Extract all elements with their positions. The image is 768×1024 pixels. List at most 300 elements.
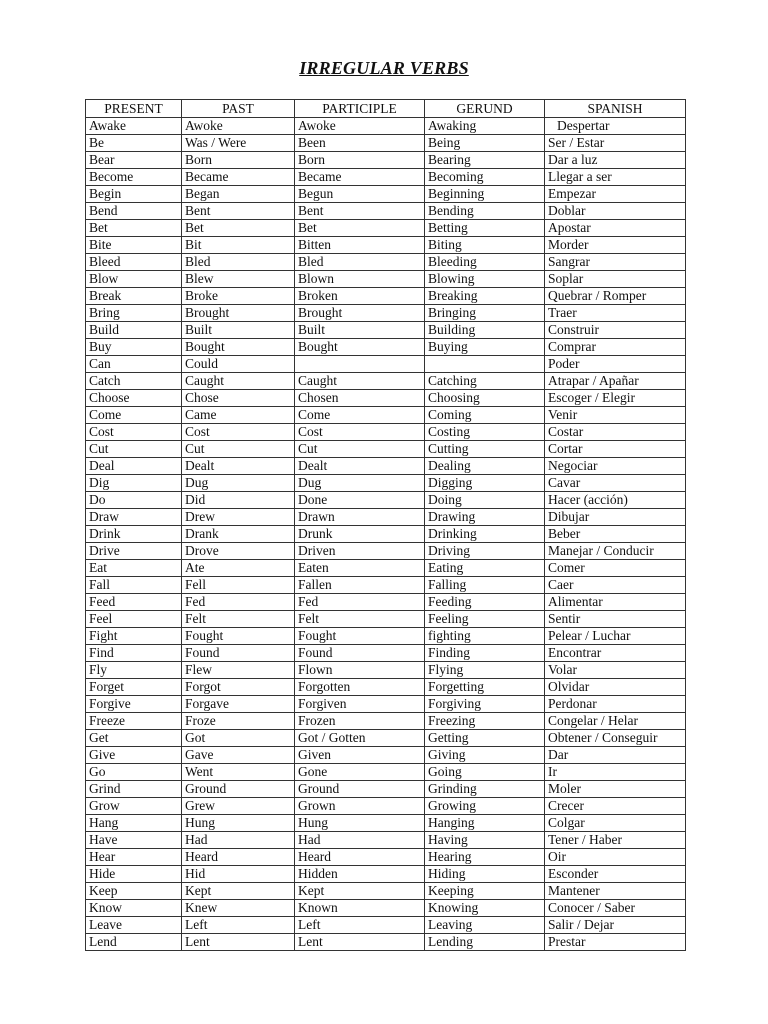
page-title: IRREGULAR VERBS: [299, 58, 469, 78]
table-body: [86, 118, 686, 951]
spanish-cell: Poder: [545, 356, 686, 373]
spanish-cell: Prestar: [545, 934, 686, 951]
header-participle: PARTICIPLE: [295, 100, 425, 118]
spanish-cell: Escoger / Elegir: [545, 390, 686, 407]
past-cell: Got: [182, 730, 295, 747]
present-cell: Drink: [86, 526, 182, 543]
past-cell: Fed: [182, 594, 295, 611]
participle-cell: Hung: [295, 815, 425, 832]
table-row: [86, 203, 686, 220]
past-cell: Cost: [182, 424, 295, 441]
table-row: [86, 271, 686, 288]
participle-cell: Fallen: [295, 577, 425, 594]
participle-cell: Kept: [295, 883, 425, 900]
past-cell: Lent: [182, 934, 295, 951]
present-cell: Draw: [86, 509, 182, 526]
participle-cell: Begun: [295, 186, 425, 203]
gerund-cell: fighting: [425, 628, 545, 645]
past-cell: Brought: [182, 305, 295, 322]
gerund-cell: Bending: [425, 203, 545, 220]
present-cell: Lend: [86, 934, 182, 951]
spanish-cell: Conocer / Saber: [545, 900, 686, 917]
gerund-cell: Blowing: [425, 271, 545, 288]
spanish-cell: Soplar: [545, 271, 686, 288]
participle-cell: Dug: [295, 475, 425, 492]
gerund-cell: Betting: [425, 220, 545, 237]
past-cell: Bet: [182, 220, 295, 237]
table-row: [86, 356, 686, 373]
gerund-cell: Becoming: [425, 169, 545, 186]
participle-cell: Caught: [295, 373, 425, 390]
gerund-cell: Feeling: [425, 611, 545, 628]
spanish-cell: Volar: [545, 662, 686, 679]
present-cell: Give: [86, 747, 182, 764]
gerund-cell: Being: [425, 135, 545, 152]
spanish-cell: Morder: [545, 237, 686, 254]
spanish-cell: Cavar: [545, 475, 686, 492]
gerund-cell: Feeding: [425, 594, 545, 611]
spanish-cell: Sangrar: [545, 254, 686, 271]
present-cell: Do: [86, 492, 182, 509]
participle-cell: Lent: [295, 934, 425, 951]
gerund-cell: Giving: [425, 747, 545, 764]
spanish-cell: Comer: [545, 560, 686, 577]
present-cell: Dig: [86, 475, 182, 492]
present-cell: Leave: [86, 917, 182, 934]
table-row: [86, 594, 686, 611]
past-cell: Born: [182, 152, 295, 169]
past-cell: Froze: [182, 713, 295, 730]
past-cell: Felt: [182, 611, 295, 628]
participle-cell: Became: [295, 169, 425, 186]
table-row: [86, 815, 686, 832]
gerund-cell: Growing: [425, 798, 545, 815]
present-cell: Choose: [86, 390, 182, 407]
spanish-cell: Venir: [545, 407, 686, 424]
past-cell: Built: [182, 322, 295, 339]
participle-cell: Eaten: [295, 560, 425, 577]
gerund-cell: Lending: [425, 934, 545, 951]
participle-cell: Drawn: [295, 509, 425, 526]
table-row: [86, 118, 686, 135]
table-row: [86, 424, 686, 441]
present-cell: Fight: [86, 628, 182, 645]
spanish-cell: Olvidar: [545, 679, 686, 696]
participle-cell: Given: [295, 747, 425, 764]
present-cell: Get: [86, 730, 182, 747]
header-gerund: GERUND: [425, 100, 545, 118]
table-row: [86, 628, 686, 645]
gerund-cell: Doing: [425, 492, 545, 509]
present-cell: Bet: [86, 220, 182, 237]
present-cell: Bleed: [86, 254, 182, 271]
past-cell: Knew: [182, 900, 295, 917]
participle-cell: Bled: [295, 254, 425, 271]
table-row: [86, 135, 686, 152]
gerund-cell: Having: [425, 832, 545, 849]
participle-cell: Chosen: [295, 390, 425, 407]
present-cell: Keep: [86, 883, 182, 900]
gerund-cell: Buying: [425, 339, 545, 356]
gerund-cell: Catching: [425, 373, 545, 390]
spanish-cell: Encontrar: [545, 645, 686, 662]
present-cell: Forget: [86, 679, 182, 696]
present-cell: Grow: [86, 798, 182, 815]
table-row: [86, 645, 686, 662]
spanish-cell: Beber: [545, 526, 686, 543]
table-row: [86, 407, 686, 424]
spanish-cell: Negociar: [545, 458, 686, 475]
gerund-cell: Knowing: [425, 900, 545, 917]
past-cell: Flew: [182, 662, 295, 679]
table-row: [86, 662, 686, 679]
participle-cell: Bet: [295, 220, 425, 237]
present-cell: Feel: [86, 611, 182, 628]
past-cell: Forgot: [182, 679, 295, 696]
present-cell: Be: [86, 135, 182, 152]
table-row: [86, 730, 686, 747]
participle-cell: Forgotten: [295, 679, 425, 696]
participle-cell: Fought: [295, 628, 425, 645]
present-cell: Can: [86, 356, 182, 373]
past-cell: Fell: [182, 577, 295, 594]
past-cell: Could: [182, 356, 295, 373]
past-cell: Forgave: [182, 696, 295, 713]
spanish-cell: Manejar / Conducir: [545, 543, 686, 560]
spanish-cell: Dibujar: [545, 509, 686, 526]
gerund-cell: Leaving: [425, 917, 545, 934]
past-cell: Blew: [182, 271, 295, 288]
present-cell: Feed: [86, 594, 182, 611]
past-cell: Found: [182, 645, 295, 662]
table-row: [86, 305, 686, 322]
table-row: [86, 373, 686, 390]
participle-cell: Grown: [295, 798, 425, 815]
participle-cell: Born: [295, 152, 425, 169]
gerund-cell: Cutting: [425, 441, 545, 458]
spanish-cell: Oir: [545, 849, 686, 866]
past-cell: Began: [182, 186, 295, 203]
participle-cell: Been: [295, 135, 425, 152]
table-row: [86, 220, 686, 237]
irregular-verbs-table: [85, 99, 686, 951]
present-cell: Bend: [86, 203, 182, 220]
past-cell: Dug: [182, 475, 295, 492]
table-row: [86, 543, 686, 560]
present-cell: Blow: [86, 271, 182, 288]
past-cell: Gave: [182, 747, 295, 764]
table-row: [86, 679, 686, 696]
past-cell: Chose: [182, 390, 295, 407]
participle-cell: Blown: [295, 271, 425, 288]
participle-cell: Got / Gotten: [295, 730, 425, 747]
past-cell: Ate: [182, 560, 295, 577]
present-cell: Fly: [86, 662, 182, 679]
past-cell: Came: [182, 407, 295, 424]
past-cell: Had: [182, 832, 295, 849]
participle-cell: Bitten: [295, 237, 425, 254]
table-row: [86, 900, 686, 917]
spanish-cell: Comprar: [545, 339, 686, 356]
table-row: [86, 152, 686, 169]
spanish-cell: Empezar: [545, 186, 686, 203]
gerund-cell: Bleeding: [425, 254, 545, 271]
participle-cell: Gone: [295, 764, 425, 781]
past-cell: Bled: [182, 254, 295, 271]
spanish-cell: Perdonar: [545, 696, 686, 713]
table-row: [86, 526, 686, 543]
spanish-cell: Mantener: [545, 883, 686, 900]
participle-cell: Built: [295, 322, 425, 339]
present-cell: Fall: [86, 577, 182, 594]
past-cell: Kept: [182, 883, 295, 900]
participle-cell: Forgiven: [295, 696, 425, 713]
gerund-cell: Beginning: [425, 186, 545, 203]
present-cell: Forgive: [86, 696, 182, 713]
spanish-cell: Ser / Estar: [545, 135, 686, 152]
present-cell: Cost: [86, 424, 182, 441]
present-cell: Know: [86, 900, 182, 917]
participle-cell: Driven: [295, 543, 425, 560]
gerund-cell: Digging: [425, 475, 545, 492]
past-cell: Grew: [182, 798, 295, 815]
spanish-cell: Atrapar / Apañar: [545, 373, 686, 390]
table-header: [86, 100, 686, 118]
past-cell: Was / Were: [182, 135, 295, 152]
spanish-cell: Dar: [545, 747, 686, 764]
gerund-cell: Finding: [425, 645, 545, 662]
table-row: [86, 747, 686, 764]
table-row: [86, 611, 686, 628]
spanish-cell: Despertar: [545, 118, 686, 135]
present-cell: Have: [86, 832, 182, 849]
header-past: PAST: [182, 100, 295, 118]
table-row: [86, 186, 686, 203]
present-cell: Find: [86, 645, 182, 662]
spanish-cell: Quebrar / Romper: [545, 288, 686, 305]
past-cell: Drove: [182, 543, 295, 560]
present-cell: Catch: [86, 373, 182, 390]
spanish-cell: Ir: [545, 764, 686, 781]
spanish-cell: Obtener / Conseguir: [545, 730, 686, 747]
past-cell: Awoke: [182, 118, 295, 135]
past-cell: Cut: [182, 441, 295, 458]
past-cell: Bent: [182, 203, 295, 220]
past-cell: Hid: [182, 866, 295, 883]
gerund-cell: Falling: [425, 577, 545, 594]
gerund-cell: Bearing: [425, 152, 545, 169]
present-cell: Grind: [86, 781, 182, 798]
spanish-cell: Hacer (acción): [545, 492, 686, 509]
gerund-cell: Dealing: [425, 458, 545, 475]
past-cell: Became: [182, 169, 295, 186]
participle-cell: Brought: [295, 305, 425, 322]
participle-cell: Found: [295, 645, 425, 662]
gerund-cell: Keeping: [425, 883, 545, 900]
table-row: [86, 492, 686, 509]
header-present: PRESENT: [86, 100, 182, 118]
past-cell: Dealt: [182, 458, 295, 475]
spanish-cell: Construir: [545, 322, 686, 339]
participle-cell: Awoke: [295, 118, 425, 135]
header-row: [86, 100, 686, 118]
table-row: [86, 322, 686, 339]
table-row: [86, 560, 686, 577]
past-cell: Did: [182, 492, 295, 509]
present-cell: Break: [86, 288, 182, 305]
participle-cell: Cut: [295, 441, 425, 458]
table-row: [86, 458, 686, 475]
past-cell: Went: [182, 764, 295, 781]
present-cell: Buy: [86, 339, 182, 356]
table-row: [86, 509, 686, 526]
participle-cell: Frozen: [295, 713, 425, 730]
past-cell: Left: [182, 917, 295, 934]
gerund-cell: Eating: [425, 560, 545, 577]
present-cell: Come: [86, 407, 182, 424]
gerund-cell: Bringing: [425, 305, 545, 322]
present-cell: Drive: [86, 543, 182, 560]
past-cell: Fought: [182, 628, 295, 645]
present-cell: Hide: [86, 866, 182, 883]
table-row: [86, 339, 686, 356]
present-cell: Freeze: [86, 713, 182, 730]
present-cell: Build: [86, 322, 182, 339]
spanish-cell: Sentir: [545, 611, 686, 628]
participle-cell: Come: [295, 407, 425, 424]
table-row: [86, 475, 686, 492]
gerund-cell: Choosing: [425, 390, 545, 407]
present-cell: Bear: [86, 152, 182, 169]
spanish-cell: Colgar: [545, 815, 686, 832]
gerund-cell: Costing: [425, 424, 545, 441]
table-row: [86, 237, 686, 254]
gerund-cell: Grinding: [425, 781, 545, 798]
gerund-cell: Getting: [425, 730, 545, 747]
participle-cell: Hidden: [295, 866, 425, 883]
table-row: [86, 849, 686, 866]
table-row: [86, 866, 686, 883]
present-cell: Become: [86, 169, 182, 186]
participle-cell: Broken: [295, 288, 425, 305]
table-row: [86, 764, 686, 781]
past-cell: Heard: [182, 849, 295, 866]
gerund-cell: Drawing: [425, 509, 545, 526]
past-cell: Broke: [182, 288, 295, 305]
participle-cell: Fed: [295, 594, 425, 611]
spanish-cell: Dar a luz: [545, 152, 686, 169]
participle-cell: [295, 356, 425, 373]
present-cell: Hear: [86, 849, 182, 866]
spanish-cell: Costar: [545, 424, 686, 441]
present-cell: Cut: [86, 441, 182, 458]
past-cell: Drank: [182, 526, 295, 543]
gerund-cell: Biting: [425, 237, 545, 254]
present-cell: Go: [86, 764, 182, 781]
table-row: [86, 832, 686, 849]
participle-cell: Bent: [295, 203, 425, 220]
spanish-cell: Crecer: [545, 798, 686, 815]
table-row: [86, 390, 686, 407]
gerund-cell: Awaking: [425, 118, 545, 135]
spanish-cell: Cortar: [545, 441, 686, 458]
table-row: [86, 934, 686, 951]
gerund-cell: Drinking: [425, 526, 545, 543]
present-cell: Eat: [86, 560, 182, 577]
gerund-cell: Breaking: [425, 288, 545, 305]
present-cell: Bring: [86, 305, 182, 322]
gerund-cell: Forgiving: [425, 696, 545, 713]
table-row: [86, 781, 686, 798]
table-row: [86, 883, 686, 900]
spanish-cell: Salir / Dejar: [545, 917, 686, 934]
table-row: [86, 441, 686, 458]
participle-cell: Left: [295, 917, 425, 934]
gerund-cell: Hanging: [425, 815, 545, 832]
participle-cell: Ground: [295, 781, 425, 798]
participle-cell: Bought: [295, 339, 425, 356]
table-row: [86, 917, 686, 934]
past-cell: Bought: [182, 339, 295, 356]
participle-cell: Dealt: [295, 458, 425, 475]
participle-cell: Drunk: [295, 526, 425, 543]
spanish-cell: Tener / Haber: [545, 832, 686, 849]
spanish-cell: Apostar: [545, 220, 686, 237]
participle-cell: Flown: [295, 662, 425, 679]
participle-cell: Done: [295, 492, 425, 509]
table-row: [86, 288, 686, 305]
spanish-cell: Pelear / Luchar: [545, 628, 686, 645]
spanish-cell: Moler: [545, 781, 686, 798]
present-cell: Begin: [86, 186, 182, 203]
gerund-cell: Freezing: [425, 713, 545, 730]
participle-cell: Cost: [295, 424, 425, 441]
table-row: [86, 169, 686, 186]
spanish-cell: Traer: [545, 305, 686, 322]
participle-cell: Felt: [295, 611, 425, 628]
past-cell: Ground: [182, 781, 295, 798]
participle-cell: Had: [295, 832, 425, 849]
gerund-cell: Building: [425, 322, 545, 339]
past-cell: Drew: [182, 509, 295, 526]
spanish-cell: Congelar / Helar: [545, 713, 686, 730]
present-cell: Hang: [86, 815, 182, 832]
gerund-cell: Driving: [425, 543, 545, 560]
spanish-cell: Llegar a ser: [545, 169, 686, 186]
table-row: [86, 798, 686, 815]
past-cell: Bit: [182, 237, 295, 254]
table-row: [86, 713, 686, 730]
spanish-cell: Caer: [545, 577, 686, 594]
present-cell: Bite: [86, 237, 182, 254]
gerund-cell: Coming: [425, 407, 545, 424]
header-spanish: SPANISH: [545, 100, 686, 118]
gerund-cell: Forgetting: [425, 679, 545, 696]
gerund-cell: Flying: [425, 662, 545, 679]
gerund-cell: Going: [425, 764, 545, 781]
gerund-cell: [425, 356, 545, 373]
spanish-cell: Doblar: [545, 203, 686, 220]
present-cell: Awake: [86, 118, 182, 135]
spanish-cell: Esconder: [545, 866, 686, 883]
participle-cell: Heard: [295, 849, 425, 866]
gerund-cell: Hearing: [425, 849, 545, 866]
spanish-cell: Alimentar: [545, 594, 686, 611]
table-row: [86, 577, 686, 594]
gerund-cell: Hiding: [425, 866, 545, 883]
participle-cell: Known: [295, 900, 425, 917]
table-row: [86, 696, 686, 713]
